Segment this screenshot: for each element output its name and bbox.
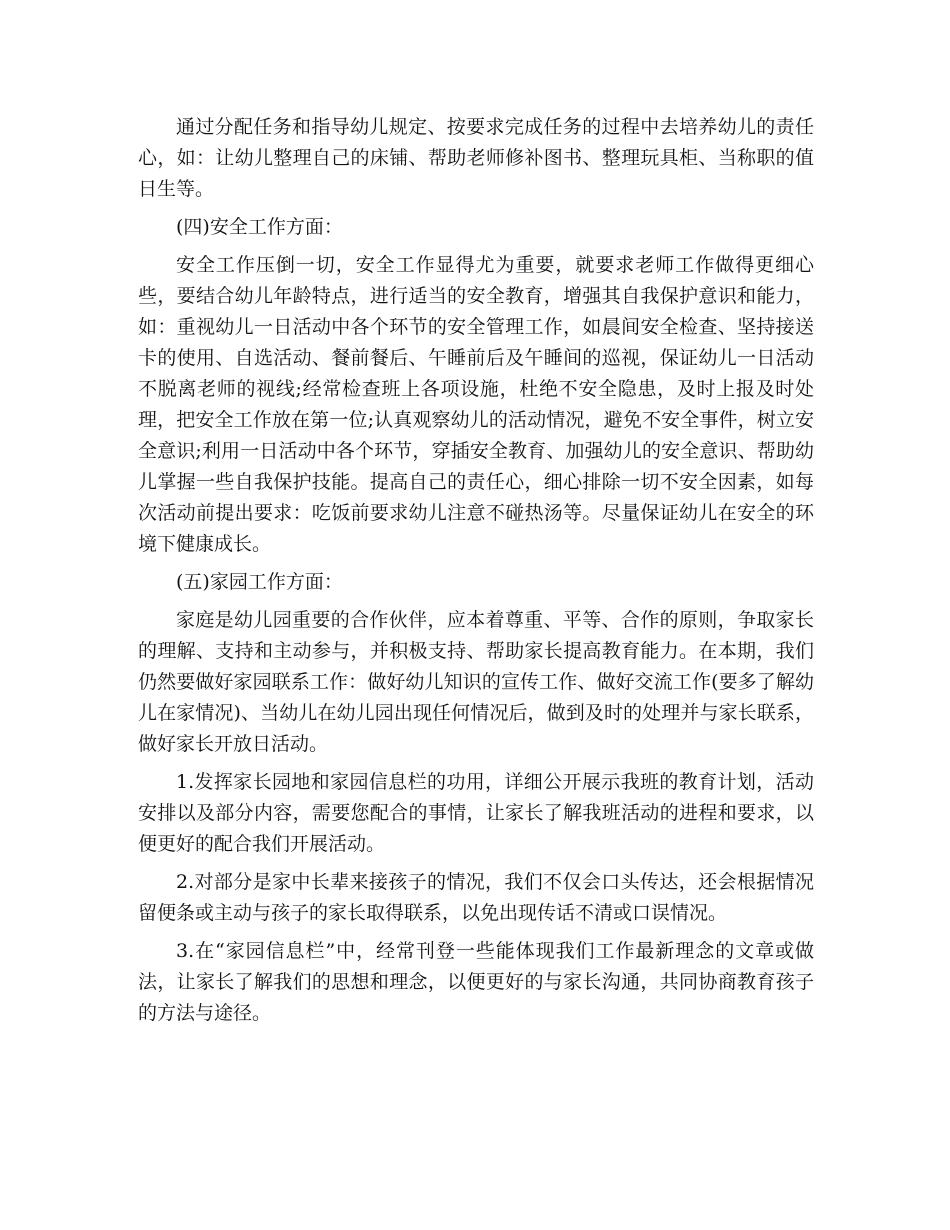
paragraph-responsibility: 通过分配任务和指导幼儿规定、按要求完成任务的过程中去培养幼儿的责任心，如：让幼儿整理自己的床铺、帮助老师修补图书、整理玩具柜、当称职的值日生等。 — [138, 116, 814, 200]
heading-safety-work: (四)安全工作方面： — [176, 216, 343, 238]
list-item-2: 2.对部分是家中长辈来接孩子的情况，我们不仅会口头传达，还会根据情况留便条或主动与孩子的家长取得联系，以免出现传话不清或口误情况。 — [138, 871, 814, 924]
heading-home-school-work: (五)家园工作方面： — [176, 571, 343, 593]
paragraph-home-school: 家庭是幼儿园重要的合作伙伴，应本着尊重、平等、合作的原则，争取家长的理解、支持和主动参与，并积极支持、帮助家长提高教育能力。在本期，我们仍然要做好家园联系工作：做好幼儿知识的宣传工作、做好交流工作(要多了解幼儿在家情况)、当幼儿在幼儿园出现任何情况后，做到及时的处理并与家长联系，做好家长开放日活动。 — [138, 609, 814, 755]
list-item-1: 1.发挥家长园地和家园信息栏的功用，详细公开展示我班的教育计划，活动安排以及部分内容，需要您配合的事情，让家长了解我班活动的进程和要求，以便更好的配合我们开展活动。 — [138, 771, 814, 855]
list-item-3: 3.在“家园信息栏”中，经常刊登一些能体现我们工作最新理念的文章或做法，让家长了解我们的思想和理念，以便更好的与家长沟通，共同协商教育孩子的方法与途径。 — [138, 940, 814, 1024]
paragraph-safety: 安全工作压倒一切，安全工作显得尤为重要，就要求老师工作做得更细心些，要结合幼儿年龄特点，进行适当的安全教育，增强其自我保护意识和能力，如：重视幼儿一日活动中各个环节的安全管理工作，如晨间安全检查、坚持接送卡的使用、自选活动、餐前餐后、午睡前后及午睡间的巡视，保证幼儿一日活动不脱离老师的视线;经常检查班上各项设施，杜绝不安全隐患，及时上报及时处理，把安全工作放在第一位;认真观察幼儿的活动情况，避免不安全事件，树立安全意识;利用一日活动中各个环节，穿插安全教育、加强幼儿的安全意识、帮助幼儿掌握一些自我保护技能。提高自己的责任心，细心排除一切不安全因素，如每次活动前提出要求：吃饭前要求幼儿注意不碰热汤等。尽量保证幼儿在安全的环境下健康成长。 — [138, 254, 814, 555]
